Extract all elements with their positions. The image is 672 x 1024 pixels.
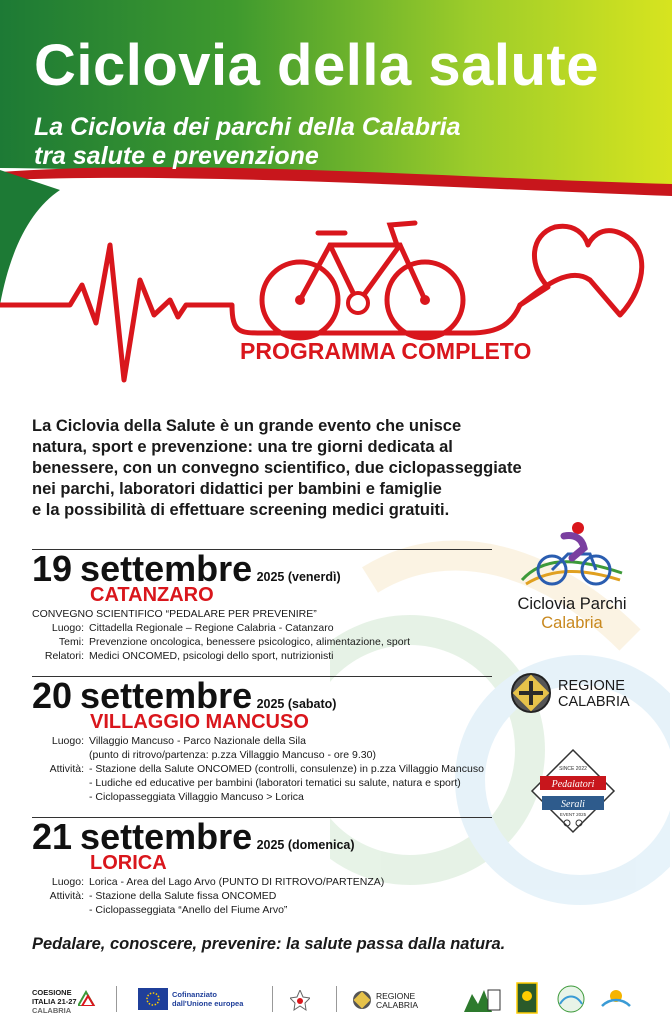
svg-text:Serali: Serali [561, 799, 585, 810]
footer-divider [336, 986, 337, 1012]
footer-divider [272, 986, 273, 1012]
day-year: 2025 (venerdì) [256, 570, 341, 584]
page-title: Ciclovia della salute [34, 33, 599, 98]
italian-republic-emblem-icon [290, 990, 310, 1012]
detail-row: Luogo: Lorica - Area del Lago Arvo (PUNTO DI RITROVO/PARTENZA) [51, 876, 385, 888]
svg-text:EVENT 2025: EVENT 2025 [559, 812, 587, 817]
day-month: settembre [80, 675, 253, 716]
footer-logos [0, 982, 672, 1024]
detail-row: (punto di ritrovo/partenza: p.zza Villaggio Mancuso - ore 9.30) [89, 749, 376, 761]
svg-text:SINCE 2022: SINCE 2022 [559, 766, 587, 772]
club-logo [600, 986, 632, 1012]
detail-row: - Ciclopasseggiata Villaggio Mancuso > Lorica [89, 791, 304, 803]
regione-calabria-small-icon [352, 990, 372, 1010]
detail-row: Temi: Prevenzione oncologica, benessere psicologico, alimentazione, sport [58, 636, 411, 648]
pedalatori-serali-badge [530, 748, 616, 834]
coesione-arrows-icon [78, 990, 96, 1006]
day-section-20 [32, 675, 502, 804]
day-number: 21 [32, 816, 73, 857]
coat-of-arms-icon [510, 672, 552, 714]
svg-text:Pedalatori: Pedalatori [551, 779, 595, 790]
slogan: Pedalare, conoscere, prevenire: la salute passa dalla natura. [32, 935, 506, 953]
detail-row: Attività: - Stazione della Salute fissa ONCOMED [49, 890, 277, 902]
day-heading: CONVEGNO SCIENTIFICO “PEDALARE PER PREVENIRE” [32, 608, 317, 620]
aspromonte-logo [556, 984, 586, 1014]
regione-calabria-logo: REGIONE CALABRIA [510, 672, 640, 718]
page-subtitle: La Ciclovia dei parchi della Calabria tra salute e prevenzione [34, 113, 461, 170]
detail-row: Attività: - Stazione della Salute ONCOMED (controlli, consulenze) in p.zza Villaggio Mancuso [49, 763, 484, 775]
eu-cofinanced-label: Cofinanziato dall'Unione europea [172, 990, 244, 1008]
day-month: settembre [80, 816, 253, 857]
eu-flag-icon [138, 988, 168, 1010]
day-section-19 [32, 548, 502, 663]
day-year: 2025 (sabato) [256, 697, 337, 711]
parco-sila-logo [516, 982, 538, 1014]
intro-paragraph: La Ciclovia della Salute è un grande evento che unisce natura, sport e prevenzione: una tre giorni dedicata al benessere, con un convegno scientifico, due ciclopasseggiate nei parchi, laboratori didattici per bambini e famiglie e la possibilità di effettuare screening medici gratuiti. [32, 417, 522, 519]
coesione-italia-logo: COESIONE ITALIA 21-27 CALABRIA [32, 988, 77, 1015]
program-label: PROGRAMMA COMPLETO [240, 338, 532, 364]
regione-calabria-footer-label: REGIONE CALABRIA [376, 991, 419, 1010]
day-number: 20 [32, 675, 73, 716]
day-place: VILLAGGIO MANCUSO [90, 711, 309, 733]
day-month: settembre [80, 548, 253, 589]
detail-row: Relatori: Medici ONCOMED, psicologi dello sport, nutrizionisti [44, 650, 334, 662]
ciclovia-parchi-logo: Ciclovia Parchi Calabria [512, 518, 632, 633]
detail-row: - Ludiche ed educative per bambini (laboratori tematici su salute, natura e sport) [89, 777, 461, 789]
day-year: 2025 (domenica) [256, 838, 355, 852]
heartbeat-bike-heart-graphic [0, 205, 672, 405]
detail-row: Luogo: Villaggio Mancuso - Parco Nazionale della Sila [51, 735, 306, 747]
day-section-21 [32, 816, 502, 917]
detail-row: Luogo: Cittadella Regionale – Regione Calabria - Catanzaro [51, 622, 334, 634]
day-number: 19 [32, 548, 73, 589]
parco-pollino-logo [462, 986, 502, 1014]
footer-divider [116, 986, 117, 1012]
detail-row: - Ciclopasseggiata “Anello del Fiume Arvo” [89, 904, 288, 916]
day-place: LORICA [90, 852, 167, 874]
day-place: CATANZARO [90, 584, 214, 606]
cyclist-icon [512, 518, 632, 590]
